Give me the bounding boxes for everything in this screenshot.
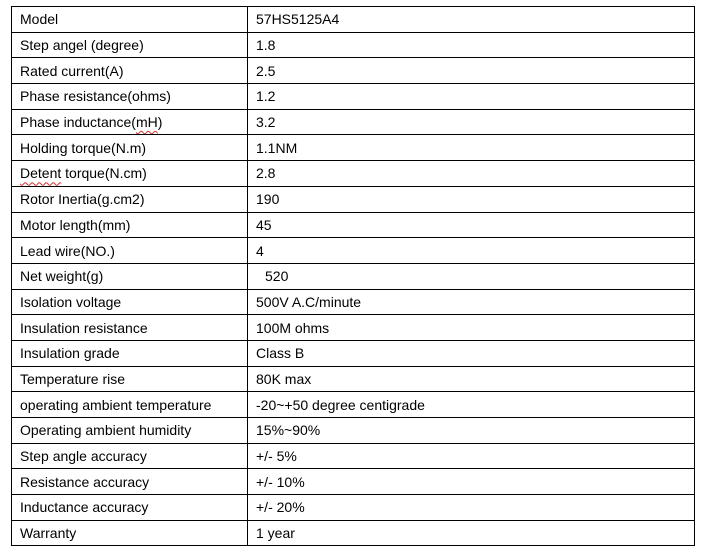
- value-cell: +/- 5%: [248, 443, 695, 469]
- param-cell: operating ambient temperature: [12, 392, 248, 418]
- param-cell: Model: [12, 7, 248, 33]
- value-cell: 1.2: [248, 84, 695, 110]
- table-row: [12, 469, 695, 495]
- table-row: [12, 186, 695, 212]
- value-cell: 520: [248, 263, 695, 289]
- table-row: [12, 366, 695, 392]
- param-cell: Phase resistance(ohms): [12, 84, 248, 110]
- param-cell: Rated current(A): [12, 58, 248, 84]
- value-cell: Class B: [248, 340, 695, 366]
- table-row: [12, 238, 695, 264]
- table-row: [12, 443, 695, 469]
- value-cell: 2.8: [248, 161, 695, 187]
- value-cell: 1 year: [248, 520, 695, 546]
- value-cell: 500V A.C/minute: [248, 289, 695, 315]
- param-cell: Rotor Inertia(g.cm2): [12, 186, 248, 212]
- table-row: [12, 520, 695, 546]
- param-cell: Insulation resistance: [12, 315, 248, 341]
- spec-table: [11, 6, 695, 546]
- table-row: [12, 109, 695, 135]
- param-text: torque(N.cm): [61, 165, 147, 182]
- param-cell: Warranty: [12, 520, 248, 546]
- value-cell: -20~+50 degree centigrade: [248, 392, 695, 418]
- value-cell: 45: [248, 212, 695, 238]
- spellcheck-marked-text: mH: [135, 114, 158, 131]
- value-cell: 4: [248, 238, 695, 264]
- spec-table-body: [12, 7, 695, 546]
- param-cell: [12, 161, 248, 187]
- table-row: [12, 135, 695, 161]
- param-cell: Step angel (degree): [12, 32, 248, 58]
- param-cell: [12, 109, 248, 135]
- param-text: ): [157, 114, 163, 131]
- param-cell: Isolation voltage: [12, 289, 248, 315]
- param-cell: Lead wire(NO.): [12, 238, 248, 264]
- table-row: [12, 315, 695, 341]
- table-row: [12, 418, 695, 444]
- param-text: Phase inductance(: [20, 114, 136, 131]
- param-cell: Net weight(g): [12, 263, 248, 289]
- param-cell: Temperature rise: [12, 366, 248, 392]
- table-row: [12, 7, 695, 33]
- table-row: [12, 161, 695, 187]
- value-cell: 3.2: [248, 109, 695, 135]
- table-row: [12, 340, 695, 366]
- param-cell: Inductance accuracy: [12, 495, 248, 521]
- param-cell: Step angle accuracy: [12, 443, 248, 469]
- value-cell: 1.8: [248, 32, 695, 58]
- table-row: [12, 212, 695, 238]
- param-cell: Insulation grade: [12, 340, 248, 366]
- param-cell: Holding torque(N.m): [12, 135, 248, 161]
- value-cell: 100M ohms: [248, 315, 695, 341]
- param-cell: Operating ambient humidity: [12, 418, 248, 444]
- table-row: [12, 392, 695, 418]
- table-row: [12, 32, 695, 58]
- value-cell: 80K max: [248, 366, 695, 392]
- spellcheck-marked-text: Detent: [20, 165, 62, 182]
- value-cell: 2.5: [248, 58, 695, 84]
- param-cell: Resistance accuracy: [12, 469, 248, 495]
- table-row: [12, 263, 695, 289]
- param-cell: Motor length(mm): [12, 212, 248, 238]
- value-cell: +/- 20%: [248, 495, 695, 521]
- value-cell: 190: [248, 186, 695, 212]
- value-cell: 15%~90%: [248, 418, 695, 444]
- value-cell: +/- 10%: [248, 469, 695, 495]
- value-cell: 57HS5125A4: [248, 7, 695, 33]
- table-row: [12, 289, 695, 315]
- table-row: [12, 495, 695, 521]
- table-row: [12, 84, 695, 110]
- value-cell: 1.1NM: [248, 135, 695, 161]
- table-row: [12, 58, 695, 84]
